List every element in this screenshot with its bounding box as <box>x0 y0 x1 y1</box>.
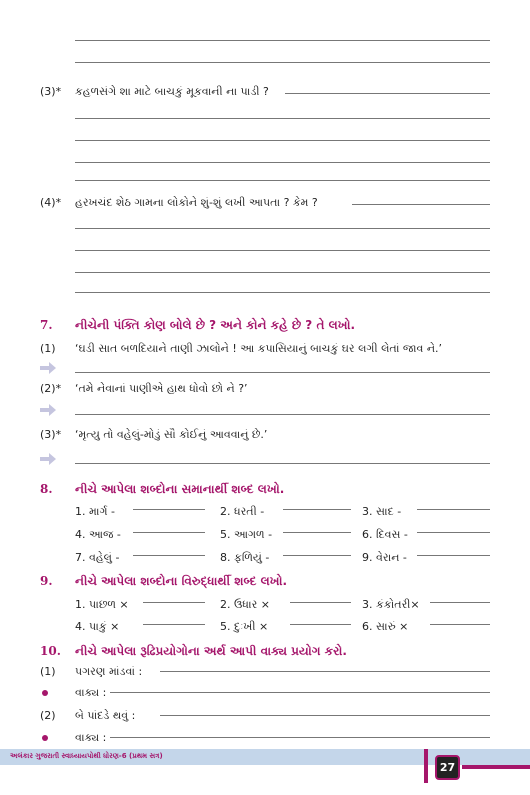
answer-line <box>417 555 490 556</box>
word-item: 4. પાકું × <box>75 620 120 633</box>
footer-stripe <box>424 749 428 783</box>
answer-line <box>75 372 490 373</box>
footer-title: અલંકાર ગુજરાતી સ્વાધ્યાયપોથી ધોરણ-6 (પ્રથમ સત્ર) <box>10 752 163 760</box>
word-item: 3. કંકોતરી× <box>362 598 420 611</box>
word-item: 5. દુઃખી × <box>220 620 269 633</box>
idiom-text: પગરણ માંડવાં : <box>75 665 143 678</box>
section-number: 7. <box>40 318 53 332</box>
word-item: 1. પાછળ × <box>75 598 129 611</box>
answer-line <box>75 250 490 251</box>
item-number: (3)* <box>40 428 62 441</box>
answer-line <box>75 118 490 119</box>
section-title: નીચે આપેલા શબ્દોના વિરુદ્ધાર્થી શબ્દ લખો. <box>75 574 288 588</box>
answer-line <box>430 624 490 625</box>
answer-line <box>75 62 490 63</box>
sentence-label: વાક્ય : <box>75 731 107 744</box>
footer-stripe <box>462 765 530 769</box>
answer-line <box>75 40 490 41</box>
answer-line <box>290 624 351 625</box>
quote-text: ‘ઘડી સાત બળદિયાને તાણી ઝાલોને ! આ કપાસિયાનું બાચકું ઘર લગી લેતાં જાવ ને.’ <box>75 342 443 355</box>
answer-line <box>133 509 205 510</box>
word-item: 5. આગળ - <box>220 528 273 541</box>
answer-line <box>352 204 490 205</box>
quote-text: ‘મૃત્યુ તો વહેલું-મોડું સૌ કોઈનું આવવાનું છે.’ <box>75 428 268 441</box>
section-number: 8. <box>40 482 53 496</box>
idiom-text: બે પાંદડે થવું : <box>75 709 136 722</box>
word-item: 8. ફળિયું - <box>220 551 270 564</box>
answer-line <box>143 602 205 603</box>
answer-line <box>283 509 351 510</box>
question-text: કહળસંગે શા માટે બાચકું મૂકવાની ના પાડી ? <box>75 85 269 98</box>
answer-line <box>283 532 351 533</box>
answer-line <box>133 555 205 556</box>
answer-line <box>430 602 490 603</box>
answer-line <box>110 737 490 738</box>
answer-line <box>75 228 490 229</box>
item-number: (1) <box>40 665 56 678</box>
quote-text: ‘તમે નેવાનાં પાણીએ હાથ ધોવો છો ને ?’ <box>75 382 248 395</box>
item-number: (1) <box>40 342 56 355</box>
section-title: નીચે આપેલા શબ્દોના સમાનાર્થી શબ્દ લખો. <box>75 482 285 496</box>
section-title: નીચે આપેલા રૂઢિપ્રયોગોના અર્થ આપી વાક્ય પ્રયોગ કરો. <box>75 644 347 658</box>
answer-line <box>285 93 490 94</box>
answer-line <box>417 532 490 533</box>
answer-line <box>75 292 490 293</box>
word-item: 3. સાદ - <box>362 505 402 518</box>
item-number: (2) <box>40 709 56 722</box>
item-number: (2)* <box>40 382 62 395</box>
answer-line <box>75 414 490 415</box>
section-number: 9. <box>40 574 53 588</box>
answer-line <box>133 532 205 533</box>
section-number: 10. <box>40 644 61 658</box>
bullet-icon <box>42 690 48 696</box>
word-item: 7. વહેલું - <box>75 551 120 564</box>
sentence-label: વાક્ય : <box>75 686 107 699</box>
answer-line <box>75 162 490 163</box>
word-item: 2. ઉધાર × <box>220 598 271 611</box>
page-number: 27 <box>435 755 460 780</box>
answer-line <box>290 602 351 603</box>
question-number: (4)* <box>40 196 62 209</box>
answer-line <box>75 272 490 273</box>
word-item: 6. સારું × <box>362 620 409 633</box>
word-item: 6. દિવસ - <box>362 528 408 541</box>
answer-line <box>75 140 490 141</box>
word-item: 1. માર્ગ - <box>75 505 115 518</box>
answer-line <box>143 624 205 625</box>
answer-line <box>283 555 351 556</box>
word-item: 2. ધરતી - <box>220 505 265 518</box>
word-item: 9. વેરાન - <box>362 551 407 564</box>
answer-line <box>75 463 490 464</box>
answer-line <box>75 180 490 181</box>
word-item: 4. આજ - <box>75 528 121 541</box>
question-text: હરખચંદ શેઠ ગામના લોકોને શું-શું લખી આપતા ? કેમ ? <box>75 196 318 209</box>
answer-line <box>160 671 490 672</box>
bullet-icon <box>42 735 48 741</box>
answer-line <box>110 692 490 693</box>
question-number: (3)* <box>40 85 62 98</box>
section-title: નીચેની પંક્તિ કોણ બોલે છે ? અને કોને કહે છે ? તે લખો. <box>75 318 356 332</box>
answer-line <box>160 715 490 716</box>
answer-line <box>417 509 490 510</box>
